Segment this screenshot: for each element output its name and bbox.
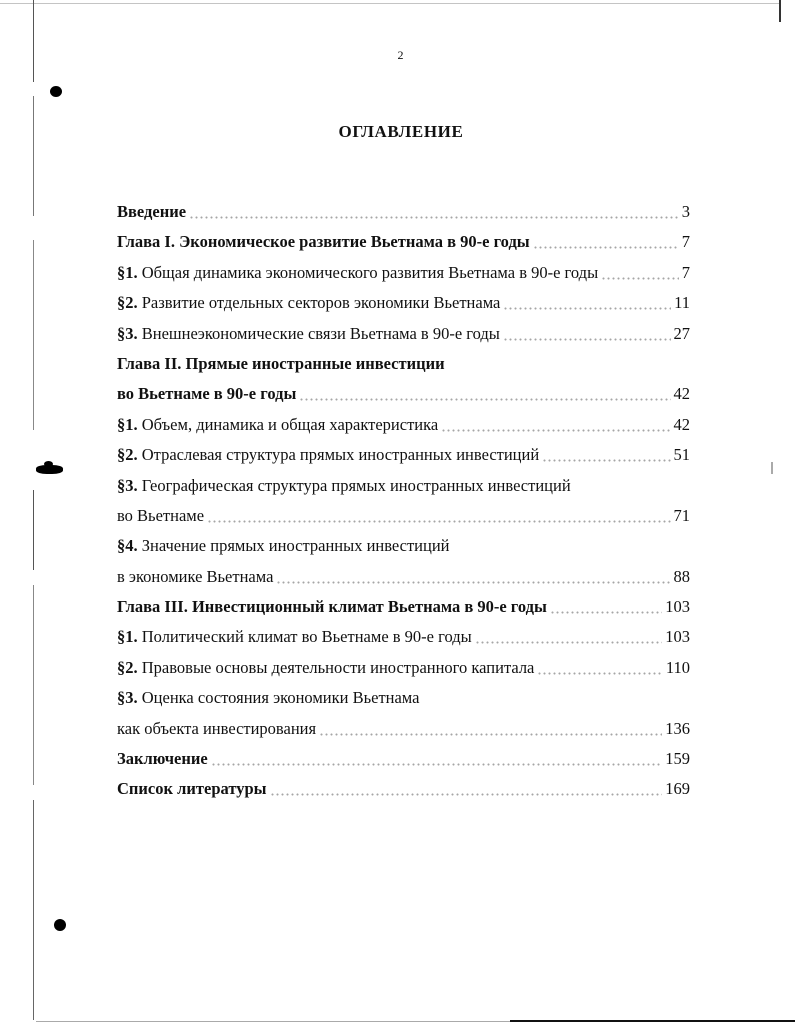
toc-page-number: 7	[681, 232, 690, 252]
scan-top-edge-line	[0, 3, 780, 4]
toc-title: Отраслевая структура прямых иностранных инвестиций	[141, 445, 540, 465]
toc-page-number: 103	[665, 597, 690, 617]
toc-title: Значение прямых иностранных инвестиций	[141, 536, 450, 556]
leader-dots	[189, 197, 679, 227]
toc-title: Политический климат во Вьетнаме в 90-е годы	[141, 627, 472, 647]
scan-right-mark	[771, 462, 773, 474]
toc-marker: Глава III.	[117, 597, 188, 617]
toc-chapter-1-section-3	[117, 319, 690, 349]
toc-marker: §2.	[117, 445, 138, 465]
leader-dots	[503, 288, 671, 318]
toc-title: Развитие отдельных секторов экономики Вьетнама	[141, 293, 501, 313]
scan-left-edge-line	[33, 800, 34, 1020]
toc-chapter-2-section-4-continuation	[117, 562, 690, 592]
toc-chapter-2-section-4	[117, 531, 690, 561]
toc-title: Инвестиционный климат Вьетнама в 90-е годы	[191, 597, 547, 617]
leader-dots	[542, 440, 670, 470]
toc-marker: Глава I.	[117, 232, 175, 252]
toc-title: Общая динамика экономического развития Вьетнама в 90-е годы	[141, 262, 599, 282]
toc-title: Объем, динамика и общая характеристика	[141, 414, 439, 434]
scan-punch-hole-mark	[50, 86, 62, 97]
toc-marker: §1.	[117, 627, 138, 647]
toc-page-number: 42	[673, 384, 690, 404]
table-of-contents	[117, 197, 690, 805]
leader-dots	[537, 653, 662, 683]
toc-title: Экономическое развитие Вьетнама в 90-е годы	[179, 232, 530, 252]
leader-dots	[211, 744, 663, 774]
leader-dots	[207, 501, 670, 531]
toc-title: Прямые иностранные инвестиции	[185, 353, 445, 373]
toc-chapter-3-section-3-continuation	[117, 714, 690, 744]
toc-title-continuation: в экономике Вьетнама	[117, 566, 274, 586]
toc-chapter-2-section-3	[117, 471, 690, 501]
toc-title: Оценка состояния экономики Вьетнама	[141, 688, 420, 708]
scan-bottom-edge-line	[510, 1020, 795, 1022]
toc-marker: §3.	[117, 323, 138, 343]
toc-page-number: 51	[673, 445, 690, 465]
toc-chapter-2-continuation	[117, 379, 690, 409]
toc-marker: Глава II.	[117, 353, 182, 373]
toc-page-number: 42	[673, 414, 690, 434]
toc-page-number: 159	[665, 749, 690, 769]
toc-page-number: 169	[665, 779, 690, 799]
toc-chapter-3-section-1	[117, 622, 690, 652]
toc-chapter-2-section-1	[117, 410, 690, 440]
scan-left-edge-line	[33, 0, 34, 82]
leader-dots	[503, 319, 671, 349]
toc-chapter-3	[117, 592, 690, 622]
toc-page-number: 88	[673, 566, 690, 586]
toc-chapter-1	[117, 227, 690, 257]
toc-chapter-3-section-3	[117, 683, 690, 713]
toc-marker: §1.	[117, 262, 138, 282]
leader-dots	[475, 622, 663, 652]
toc-chapter-2-section-3-continuation	[117, 501, 690, 531]
toc-bibliography	[117, 774, 690, 804]
leader-dots	[270, 774, 663, 804]
toc-page-number: 7	[681, 262, 690, 282]
toc-marker: §2.	[117, 293, 138, 313]
scan-left-edge-line	[33, 490, 34, 570]
toc-page-number: 27	[673, 323, 690, 343]
toc-page-number: 110	[665, 657, 690, 677]
toc-marker: §3.	[117, 475, 138, 495]
scan-right-edge-mark	[779, 0, 781, 22]
scan-left-edge-line	[33, 96, 34, 216]
toc-title: Внешнеэкономические связи Вьетнама в 90-е годы	[141, 323, 500, 343]
toc-marker: §2.	[117, 657, 138, 677]
leader-dots	[601, 258, 679, 288]
toc-title: Список литературы	[117, 779, 267, 799]
toc-chapter-1-section-2	[117, 288, 690, 318]
toc-title-continuation: во Вьетнаме	[117, 505, 205, 525]
leader-dots	[441, 410, 670, 440]
leader-dots	[550, 592, 662, 622]
page-title: ОГЛАВЛЕНИЕ	[338, 122, 464, 141]
page-number: 2	[397, 48, 404, 62]
toc-marker: §4.	[117, 536, 138, 556]
toc-title-continuation: как объекта инвестирования	[117, 718, 317, 738]
scan-punch-hole-mark	[54, 919, 66, 931]
scan-bottom-edge-line	[36, 1021, 510, 1022]
toc-page-number: 71	[673, 505, 690, 525]
scan-left-edge-line	[33, 585, 34, 785]
toc-page-number: 3	[681, 202, 690, 221]
toc-introduction	[117, 197, 690, 227]
toc-title: Правовые основы деятельности иностранного капитала	[141, 657, 535, 677]
toc-title: Географическая структура прямых иностранных инвестиций	[141, 475, 571, 495]
scan-left-edge-line	[33, 240, 34, 430]
toc-marker: §1.	[117, 414, 138, 434]
toc-chapter-1-section-1	[117, 258, 690, 288]
leader-dots	[299, 379, 670, 409]
toc-title: Заключение	[117, 749, 208, 769]
toc-page-number: 103	[665, 627, 690, 647]
leader-dots	[276, 562, 670, 592]
toc-marker: §3.	[117, 688, 138, 708]
toc-chapter-3-section-2	[117, 653, 690, 683]
toc-chapter-2-section-2	[117, 440, 690, 470]
toc-title: Введение	[117, 202, 187, 221]
toc-page-number: 136	[665, 718, 690, 738]
toc-conclusion	[117, 744, 690, 774]
toc-title-continuation: во Вьетнаме в 90-е годы	[117, 384, 297, 404]
leader-dots	[319, 714, 662, 744]
toc-chapter-2	[117, 349, 690, 379]
toc-page-number: 11	[674, 293, 690, 313]
leader-dots	[533, 227, 679, 257]
scan-smudge-mark	[44, 461, 53, 467]
